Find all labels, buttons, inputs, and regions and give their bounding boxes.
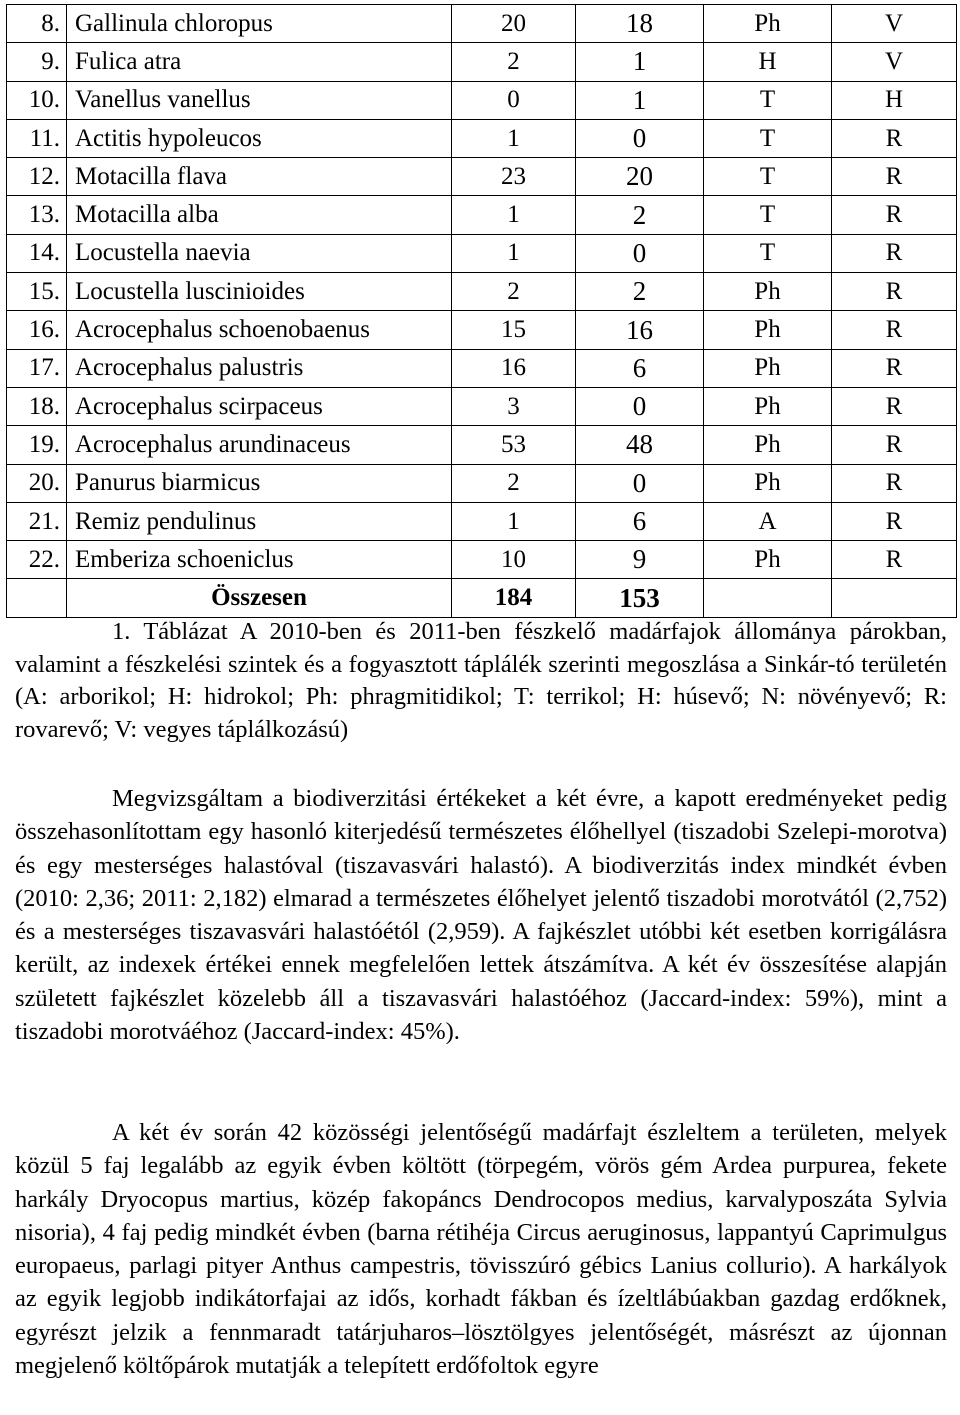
table-row <box>7 119 957 157</box>
food-type: R <box>832 273 957 311</box>
pairs-2011: 0 <box>576 387 704 425</box>
nesting-level: Ph <box>704 5 832 43</box>
pairs-2010: 16 <box>452 349 576 387</box>
food-type: V <box>832 5 957 43</box>
pairs-2010: 15 <box>452 311 576 349</box>
table-row <box>7 502 957 540</box>
pairs-2010: 1 <box>452 196 576 234</box>
species-name: Acrocephalus scirpaceus <box>67 387 452 425</box>
row-number: 17. <box>7 349 67 387</box>
species-name: Vanellus vanellus <box>67 81 452 119</box>
nesting-level: T <box>704 119 832 157</box>
nesting-level: Ph <box>704 311 832 349</box>
nesting-level: Ph <box>704 273 832 311</box>
pairs-2011: 18 <box>576 5 704 43</box>
table-row <box>7 81 957 119</box>
food-type: R <box>832 158 957 196</box>
row-number: 22. <box>7 541 67 579</box>
species-name: Motacilla flava <box>67 158 452 196</box>
food-type: R <box>832 196 957 234</box>
pairs-2010: 1 <box>452 234 576 272</box>
species-name: Fulica atra <box>67 43 452 81</box>
table-caption: 1. Táblázat A 2010-ben és 2011-ben fészkelő madárfajok állománya párokban, valamint a fészkelési szintek és a fogyasztott táplálék szerinti megoszlása a Sinkár-tó területén (A: arborikol; H: hidrokol; Ph: phragmitidikol; T: terrikol; H: húsevő; N: növényevő; R: rovarevő; V: vegyes táplálkozású) <box>15 618 947 743</box>
nesting-level: T <box>704 158 832 196</box>
total-2011: 153 <box>576 579 704 617</box>
food-type: R <box>832 426 957 464</box>
species-name: Locustella naevia <box>67 234 452 272</box>
species-name: Remiz pendulinus <box>67 502 452 540</box>
pairs-2011: 2 <box>576 273 704 311</box>
table-row <box>7 5 957 43</box>
pairs-2010: 3 <box>452 387 576 425</box>
row-number: 14. <box>7 234 67 272</box>
paragraph-biodiversity: Megvizsgáltam a biodiverzitási értékeket a két évre, a kapott eredményeket pedig összehasonlítottam egy hasonló kiterjedésű természetes élőhellyel (tiszadobi Szelepi-morotva) és egy mesterséges halastóval (tiszavasvári halastó). A biodiverzitás index mindkét évben (2010: 2,36; 2011: 2,182) elmarad a természetes élőhelyet jelentő tiszadobi morotvától (2,752) és a mesterséges tiszavasvári halastóétól (2,959). A fajkészlet utóbbi két esetben korrigálásra került, az indexek értékei ennek megfelelően lettek átszámítva. A két év összesítése alapján született fajkészlet közelebb áll a tiszavasvári halastóéhoz (Jaccard-index: 59%), mint a tiszadobi morotváéhoz (Jaccard-index: 45%). <box>15 785 947 1046</box>
row-number: 9. <box>7 43 67 81</box>
food-type: R <box>832 502 957 540</box>
nesting-level: T <box>704 196 832 234</box>
paragraph-species: A két év során 42 közösségi jelentőségű madárfajt észleltem a területen, melyek közül 5 faj legalább az egyik évben költött (törpegém, vörös gém Ardea purpurea, fekete harkály Dryocopus martius, közép fakopáncs Dendrocopos medius, karvalyposzáta Sylvia nisoria), 4 faj pedig mindkét évben (barna rétihéja Circus aeruginosus, lappantyú Caprimulgus europaeus, parlagi pityer Anthus campestris, tövisszúró gébics Lanius collurio). A harkályok az egyik legjobb indikátorfajai az idős, korhadt fákban és ízeltlábúakban gazdag erdőknek, egyrészt jelzik a fennmaradt tatárjuharos–lösztölgyes jelentőségét, másrészt az újonnan megjelenő költőpárok mutatják a telepített erdőfoltok egyre <box>15 1119 947 1380</box>
row-number: 10. <box>7 81 67 119</box>
table-row <box>7 234 957 272</box>
nesting-level: A <box>704 502 832 540</box>
row-number: 11. <box>7 119 67 157</box>
food-type: R <box>832 349 957 387</box>
pairs-2011: 6 <box>576 349 704 387</box>
nesting-level: Ph <box>704 426 832 464</box>
pairs-2011: 0 <box>576 119 704 157</box>
total-empty-cell <box>7 579 67 617</box>
pairs-2011: 20 <box>576 158 704 196</box>
food-type: R <box>832 541 957 579</box>
table-row <box>7 273 957 311</box>
row-number: 13. <box>7 196 67 234</box>
table-row <box>7 311 957 349</box>
pairs-2010: 2 <box>452 464 576 502</box>
pairs-2010: 53 <box>452 426 576 464</box>
table-row <box>7 426 957 464</box>
pairs-2011: 0 <box>576 234 704 272</box>
row-number: 8. <box>7 5 67 43</box>
table-row <box>7 464 957 502</box>
pairs-2010: 2 <box>452 273 576 311</box>
pairs-2010: 1 <box>452 502 576 540</box>
food-type: R <box>832 119 957 157</box>
pairs-2011: 6 <box>576 502 704 540</box>
total-row <box>7 579 957 617</box>
pairs-2011: 48 <box>576 426 704 464</box>
nesting-level: T <box>704 81 832 119</box>
food-type: H <box>832 81 957 119</box>
food-type: R <box>832 387 957 425</box>
pairs-2011: 0 <box>576 464 704 502</box>
species-name: Gallinula chloropus <box>67 5 452 43</box>
pairs-2010: 0 <box>452 81 576 119</box>
nesting-level: T <box>704 234 832 272</box>
species-name: Motacilla alba <box>67 196 452 234</box>
total-label: Összesen <box>67 579 452 617</box>
table-row <box>7 541 957 579</box>
row-number: 21. <box>7 502 67 540</box>
table-row <box>7 196 957 234</box>
food-type: R <box>832 234 957 272</box>
pairs-2011: 1 <box>576 43 704 81</box>
table-body <box>7 5 957 618</box>
pairs-2011: 1 <box>576 81 704 119</box>
pairs-2010: 23 <box>452 158 576 196</box>
nesting-level: Ph <box>704 464 832 502</box>
row-number: 12. <box>7 158 67 196</box>
pairs-2010: 2 <box>452 43 576 81</box>
total-2010: 184 <box>452 579 576 617</box>
species-name: Acrocephalus schoenobaenus <box>67 311 452 349</box>
nesting-level: Ph <box>704 541 832 579</box>
nesting-level: Ph <box>704 387 832 425</box>
row-number: 19. <box>7 426 67 464</box>
species-name: Panurus biarmicus <box>67 464 452 502</box>
row-number: 18. <box>7 387 67 425</box>
food-type: R <box>832 464 957 502</box>
pairs-2011: 9 <box>576 541 704 579</box>
species-name: Acrocephalus arundinaceus <box>67 426 452 464</box>
pairs-2011: 16 <box>576 311 704 349</box>
table-row <box>7 387 957 425</box>
food-type: V <box>832 43 957 81</box>
species-name: Locustella luscinioides <box>67 273 452 311</box>
total-empty-cell <box>704 579 832 617</box>
row-number: 15. <box>7 273 67 311</box>
total-empty-cell <box>832 579 957 617</box>
species-name: Emberiza schoeniclus <box>67 541 452 579</box>
bird-species-table <box>6 4 957 618</box>
pairs-2010: 20 <box>452 5 576 43</box>
row-number: 20. <box>7 464 67 502</box>
table-row <box>7 349 957 387</box>
pairs-2011: 2 <box>576 196 704 234</box>
pairs-2010: 1 <box>452 119 576 157</box>
row-number: 16. <box>7 311 67 349</box>
species-name: Acrocephalus palustris <box>67 349 452 387</box>
table-row <box>7 158 957 196</box>
table-row <box>7 43 957 81</box>
nesting-level: Ph <box>704 349 832 387</box>
nesting-level: H <box>704 43 832 81</box>
species-name: Actitis hypoleucos <box>67 119 452 157</box>
pairs-2010: 10 <box>452 541 576 579</box>
food-type: R <box>832 311 957 349</box>
